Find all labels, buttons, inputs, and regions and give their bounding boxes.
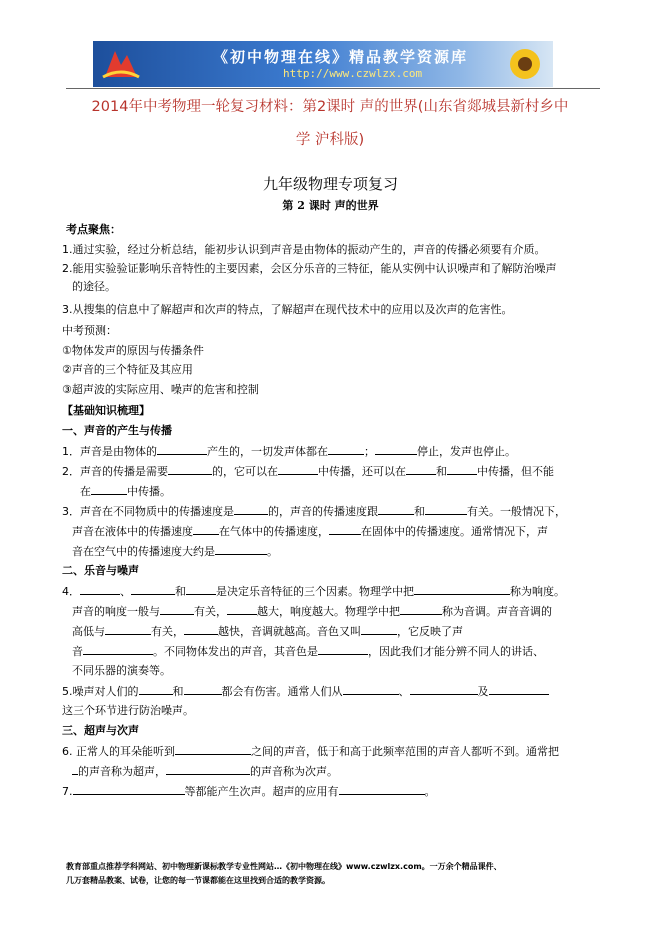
s3-q6: 6. 正常人的耳朵能听到 之间的声音，低于和高于此频率范围的声音人都听不到。通常把 <box>62 745 559 758</box>
s3-q6-cont: 的声音称为超声， 的声音称为次声。 <box>72 763 338 780</box>
s2-q5: 5.噪声对人们的 和 都会有伤害。通常人们从 、 及 <box>62 683 549 700</box>
focus-item-3: 3.从搜集的信息中了解超声和次声的特点，了解超声在现代技术中的应用以及次声的危害性。 <box>62 303 513 316</box>
blank[interactable] <box>410 683 478 695</box>
blank[interactable] <box>83 643 153 655</box>
section2-heading: 二、乐音与噪声 <box>62 564 139 577</box>
blank[interactable] <box>105 623 151 635</box>
blank[interactable] <box>278 463 318 475</box>
blank[interactable] <box>227 603 257 615</box>
s1-q3: 3．声音在不同物质中的传播速度是 的，声音的传播速度跟 和 有关。一般情况下， <box>62 505 566 518</box>
blank[interactable] <box>166 763 250 775</box>
predict-item-1: ①物体发声的原因与传播条件 <box>62 344 204 357</box>
blank[interactable] <box>414 583 510 595</box>
blank[interactable] <box>343 683 399 695</box>
blank[interactable] <box>375 443 417 455</box>
subject-title: 九年级物理专项复习 <box>262 175 398 193</box>
s3-q7: 7. 等都能产生次声。超声的应用有 。 <box>62 785 436 798</box>
document-title-line1: 2014年中考物理一轮复习材料：第2课时 声的世界(山东省郯城县新村乡中 <box>91 99 569 115</box>
blank[interactable] <box>447 463 477 475</box>
blank[interactable] <box>328 443 364 455</box>
s2-q4-line4: 音 。不同物体发出的声音，其音色是 ，因此我们才能分辨不同人的讲话、 <box>72 645 544 658</box>
blank[interactable] <box>131 583 175 595</box>
blank[interactable] <box>234 503 268 515</box>
header-divider <box>66 88 600 89</box>
blank[interactable] <box>400 603 442 615</box>
blank[interactable] <box>318 643 368 655</box>
section3-heading: 三、超声与次声 <box>62 724 139 737</box>
s1-q2-cont: 在 中传播。 <box>80 485 171 498</box>
predict-heading: 中考预测： <box>62 324 117 337</box>
banner-url[interactable]: http://www.czwlzx.com <box>283 67 423 80</box>
s1-q3-line2: 声音在液体中的传播速度 在气体中的传播速度， 在固体中的传播速度。通常情况下，声 <box>72 525 548 538</box>
blank[interactable] <box>91 483 127 495</box>
blank[interactable] <box>160 603 194 615</box>
blank[interactable] <box>184 683 222 695</box>
s1-q3-line3: 音在空气中的传播速度大约是 。 <box>72 545 278 558</box>
blank[interactable] <box>184 623 218 635</box>
blank[interactable] <box>378 503 414 515</box>
s2-q4: 4． 、 和 是决定乐音特征的三个因素。物理学中把 称为响度。 <box>62 585 565 598</box>
sunflower-icon <box>503 44 547 84</box>
footer-line-2: 几万套精品教案、试卷，让您的每一节课都能在这里找到合适的教学资源。 <box>66 876 330 885</box>
focus-item-2-cont: 的途径。 <box>72 280 116 293</box>
blank[interactable] <box>80 583 120 595</box>
s2-q4-line5: 不同乐器的演奏等。 <box>72 664 171 677</box>
blank[interactable] <box>339 783 425 795</box>
site-banner <box>93 41 553 87</box>
blank[interactable] <box>329 523 361 535</box>
s2-q4-line3: 高低与 有关， 越快，音调就越高。音色又叫 ，它反映了声 <box>72 625 463 638</box>
section1-heading: 一、声音的产生与传播 <box>62 424 172 437</box>
site-logo-icon <box>101 47 141 81</box>
blank[interactable] <box>175 743 251 755</box>
basics-heading: 【基础知识梳理】 <box>62 404 150 417</box>
s1-q2: 2．声音的传播是需要 的，它可以在 中传播，还可以在 和 中传播，但不能 <box>62 465 554 478</box>
blank[interactable] <box>157 443 207 455</box>
predict-item-2: ②声音的三个特征及其应用 <box>62 363 193 376</box>
blank[interactable] <box>489 683 549 695</box>
blank[interactable] <box>168 463 212 475</box>
blank[interactable] <box>425 503 467 515</box>
focus-heading: 考点聚焦： <box>66 223 121 236</box>
blank[interactable] <box>215 543 267 555</box>
lesson-title: 第 2 课时 声的世界 <box>282 199 379 212</box>
footer-line-1: 教育部重点推荐学科网站、初中物理新课标教学专业性网站…《初中物理在线》www.czwlzx.com。一万余个精品课件、 <box>66 862 502 871</box>
blank[interactable] <box>73 783 185 795</box>
blank[interactable] <box>193 523 219 535</box>
blank[interactable] <box>406 463 436 475</box>
s1-q1: 1．声音是由物体的 产生的，一切发声体都在 ； 停止，发声也停止。 <box>62 445 516 458</box>
focus-item-1: 1.通过实验，经过分析总结，能初步认识到声音是由物体的振动产生的，声音的传播必须要有介质。 <box>62 243 546 256</box>
blank[interactable] <box>186 583 216 595</box>
blank[interactable] <box>139 683 173 695</box>
document-title-line2: 学 沪科版) <box>295 132 365 148</box>
focus-item-2: 2.能用实验验证影响乐音特性的主要因素，会区分乐音的三特征，能从实例中认识噪声和了解防治噪声 <box>62 262 557 275</box>
predict-item-3: ③超声波的实际应用、噪声的危害和控制 <box>62 383 259 396</box>
s2-q5-cont: 这三个环节进行防治噪声。 <box>62 704 194 717</box>
s2-q4-line2: 声音的响度一般与 有关， 越大，响度越大。物理学中把 称为音调。声音音调的 <box>72 605 552 618</box>
blank[interactable] <box>361 623 397 635</box>
banner-title: 《初中物理在线》精品教学资源库 <box>213 48 469 66</box>
